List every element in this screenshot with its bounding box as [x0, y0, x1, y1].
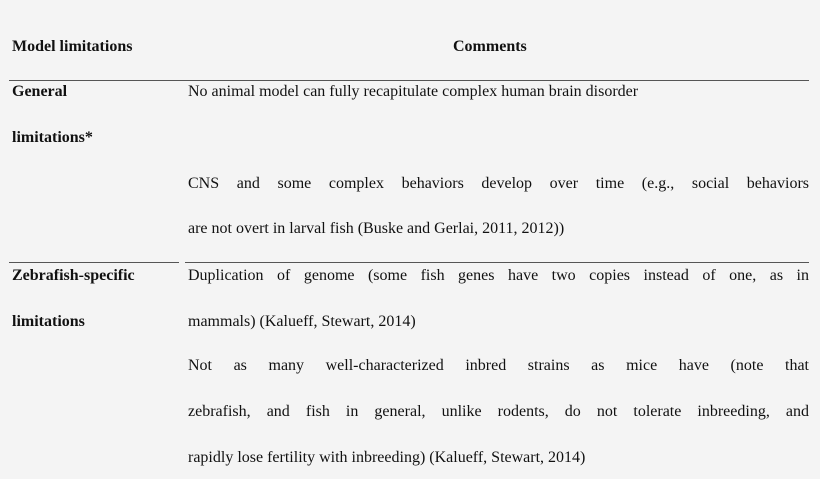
header-model-limitations: Model limitations: [12, 38, 133, 55]
comment-general-1-line-1: No animal model can fully recapitulate complex human brain disorder: [188, 83, 639, 100]
header-divider: [9, 80, 809, 81]
comment-zebrafish-1-line-1: Duplication of genome (some fish genes have two copies instead of one, as in: [188, 267, 809, 284]
row-label-zebrafish-line-2: limitations: [12, 313, 85, 330]
comment-zebrafish-2-line-3: rapidly lose fertility with inbreeding) (Kalueff, Stewart, 2014): [188, 449, 586, 466]
row-label-zebrafish-line-1: Zebrafish-specific: [12, 267, 135, 284]
comment-zebrafish-1-line-2: mammals) (Kalueff, Stewart, 2014): [188, 313, 416, 330]
comment-general-2-line-2: are not overt in larval fish (Buske and Gerlai, 2011, 2012)): [188, 220, 565, 237]
row-divider-right: [185, 262, 809, 263]
comment-general-2-line-1: CNS and some complex behaviors develop over time (e.g., social behaviors: [188, 175, 809, 192]
row-label-general-line-1: General: [12, 83, 68, 100]
comment-zebrafish-2-line-1: Not as many well-characterized inbred strains as mice have (note that: [188, 357, 809, 374]
row-label-general-line-2: limitations*: [12, 129, 93, 146]
header-comments: Comments: [453, 38, 527, 55]
comment-zebrafish-2-line-2: zebrafish, and fish in general, unlike rodents, do not tolerate inbreeding, and: [188, 403, 809, 420]
row-divider-left: [9, 262, 179, 263]
